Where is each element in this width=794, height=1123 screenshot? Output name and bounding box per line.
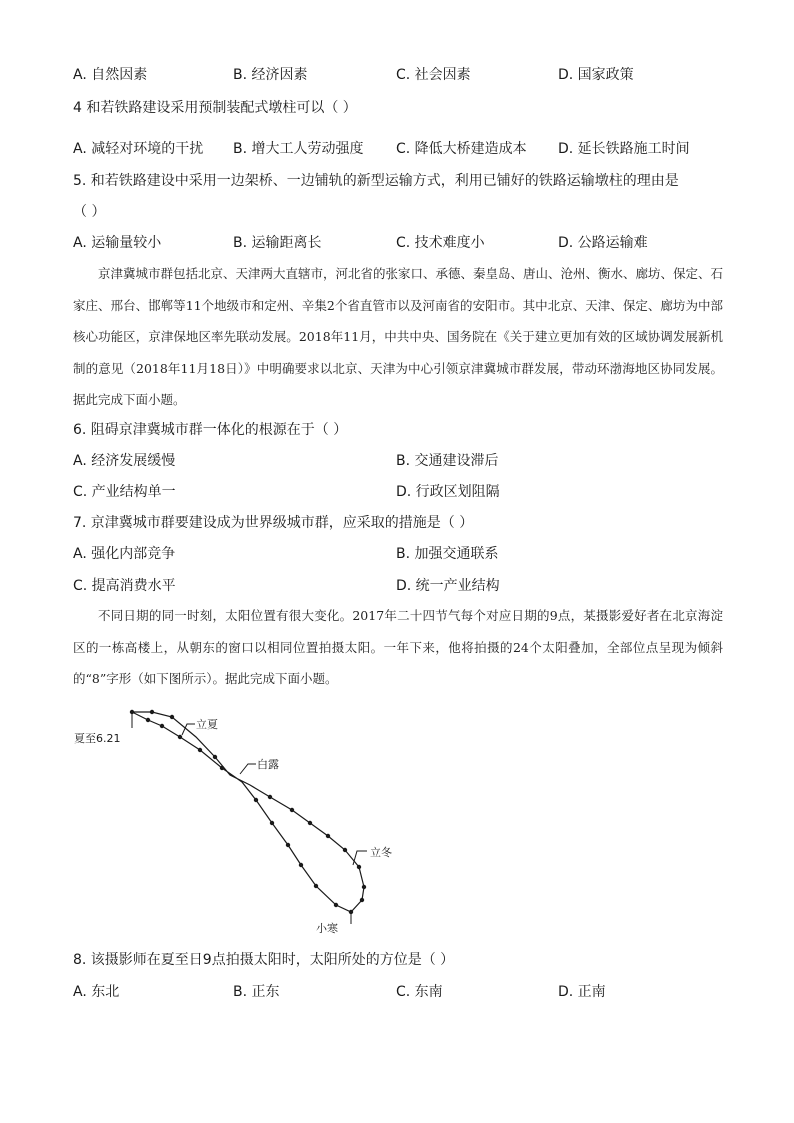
q4-option-a: A. 减轻对环境的干扰 bbox=[73, 141, 204, 157]
analemma-curve bbox=[132, 712, 364, 912]
sun-dot bbox=[326, 834, 330, 838]
prev-option-a: A. 自然因素 bbox=[73, 67, 148, 83]
q6-option-a: A. 经济发展缓慢 bbox=[73, 453, 176, 469]
q5-option-d: D. 公路运输难 bbox=[558, 235, 648, 251]
q6-option-c: C. 产业结构单一 bbox=[73, 484, 176, 500]
sun-dot bbox=[150, 710, 154, 714]
sun-dot bbox=[290, 808, 294, 812]
q8-stem: 8. 该摄影师在夏至日9点拍摄太阳时，太阳所处的方位是（ ） bbox=[73, 952, 455, 968]
sun-dot bbox=[362, 885, 366, 889]
sun-dot bbox=[357, 865, 361, 869]
leader-bailu bbox=[240, 764, 256, 774]
sun-dot bbox=[146, 718, 150, 722]
q7-option-b: B. 加强交通联系 bbox=[396, 546, 499, 562]
q8-option-a: A. 东北 bbox=[73, 984, 120, 1000]
label-lidong: 立冬 bbox=[370, 846, 392, 859]
sun-dot bbox=[170, 715, 174, 719]
q5-stem-cont: （ ） bbox=[73, 204, 106, 220]
sun-dot bbox=[343, 848, 347, 852]
analemma-figure bbox=[70, 700, 410, 940]
q6-option-b: B. 交通建设滞后 bbox=[396, 453, 499, 469]
q5-option-a: A. 运输量较小 bbox=[73, 235, 162, 251]
sun-dot bbox=[286, 843, 290, 847]
passage-jingjinji: 京津冀城市群包括北京、天津两大直辖市，河北省的张家口、承德、秦皇岛、唐山、沧州、衡水、廊坊、保定、石家庄、邢台、邯郸等11个地级市和定州、辛集2个省直管市以及河南省的安阳市。其中北京、天津、保定、廊坊为中部核心功能区，京津保地区率先联动发展。2018年11月，中共中央、国务院在《关于建立更加有效的区域协调发展新机制的意见（2018年11月18日）》中明确要求以北京、天津为中心引领京津冀城市群发展，带动环渤海地区协同发展。据此完成下面小题。 bbox=[73, 266, 724, 407]
sun-dot bbox=[299, 863, 303, 867]
q6-option-d: D. 行政区划阻隔 bbox=[396, 484, 500, 500]
sun-dot bbox=[334, 903, 338, 907]
q8-option-b: B. 正东 bbox=[233, 984, 280, 1000]
q7-stem: 7. 京津冀城市群要建设成为世界级城市群，应采取的措施是（ ） bbox=[73, 515, 474, 531]
q7-option-d: D. 统一产业结构 bbox=[396, 578, 500, 594]
sun-dot bbox=[160, 724, 164, 728]
q4-option-d: D. 延长铁路施工时间 bbox=[558, 141, 690, 157]
q4-option-b: B. 增大工人劳动强度 bbox=[233, 141, 364, 157]
prev-option-b: B. 经济因素 bbox=[233, 67, 308, 83]
prev-option-d: D. 国家政策 bbox=[558, 67, 634, 83]
sun-dot bbox=[254, 798, 258, 802]
sun-dot bbox=[308, 821, 312, 825]
q7-option-a: A. 强化内部竞争 bbox=[73, 546, 176, 562]
sun-dot bbox=[360, 898, 364, 902]
sun-dot bbox=[213, 755, 217, 759]
q8-option-d: D. 正南 bbox=[558, 984, 606, 1000]
q5-option-c: C. 技术难度小 bbox=[396, 235, 485, 251]
sun-position-dots bbox=[130, 710, 366, 914]
label-bailu: 白露 bbox=[257, 758, 279, 771]
passage-analemma: 不同日期的同一时刻，太阳位置有很大变化。2017年二十四节气每个对应日期的9点，某摄影爱好者在北京海淀区的一栋高楼上，从朝东的窗口以相同位置拍摄太阳。一年下来，他将拍摄的24个太阳叠加，全部位点呈现为倾斜的“8”字形（如下图所示）。据此完成下面小题。 bbox=[73, 608, 723, 686]
prev-option-c: C. 社会因素 bbox=[396, 67, 471, 83]
q5-option-b: B. 运输距离长 bbox=[233, 235, 322, 251]
label-xiazhi: 夏至6.21 bbox=[74, 732, 121, 745]
leader-lixia bbox=[182, 724, 195, 735]
q5-stem: 5. 和若铁路建设中采用一边架桥、一边铺轨的新型运输方式，利用已铺好的铁路运输墩柱的理由是 bbox=[73, 173, 679, 189]
sun-dot bbox=[268, 795, 272, 799]
q6-stem: 6. 阻碍京津冀城市群一体化的根源在于（ ） bbox=[73, 422, 348, 438]
sun-dot bbox=[270, 821, 274, 825]
sun-dot bbox=[198, 748, 202, 752]
sun-dot bbox=[178, 735, 182, 739]
q7-option-c: C. 提高消费水平 bbox=[73, 578, 176, 594]
q8-option-c: C. 东南 bbox=[396, 984, 443, 1000]
q4-option-c: C. 降低大桥建造成本 bbox=[396, 141, 527, 157]
q4-stem: 4 和若铁路建设采用预制装配式墩柱可以（ ） bbox=[73, 100, 357, 116]
sun-dot bbox=[220, 766, 224, 770]
sun-dot bbox=[314, 884, 318, 888]
label-xiaohan: 小寒 bbox=[316, 922, 338, 935]
label-lixia: 立夏 bbox=[196, 718, 218, 731]
